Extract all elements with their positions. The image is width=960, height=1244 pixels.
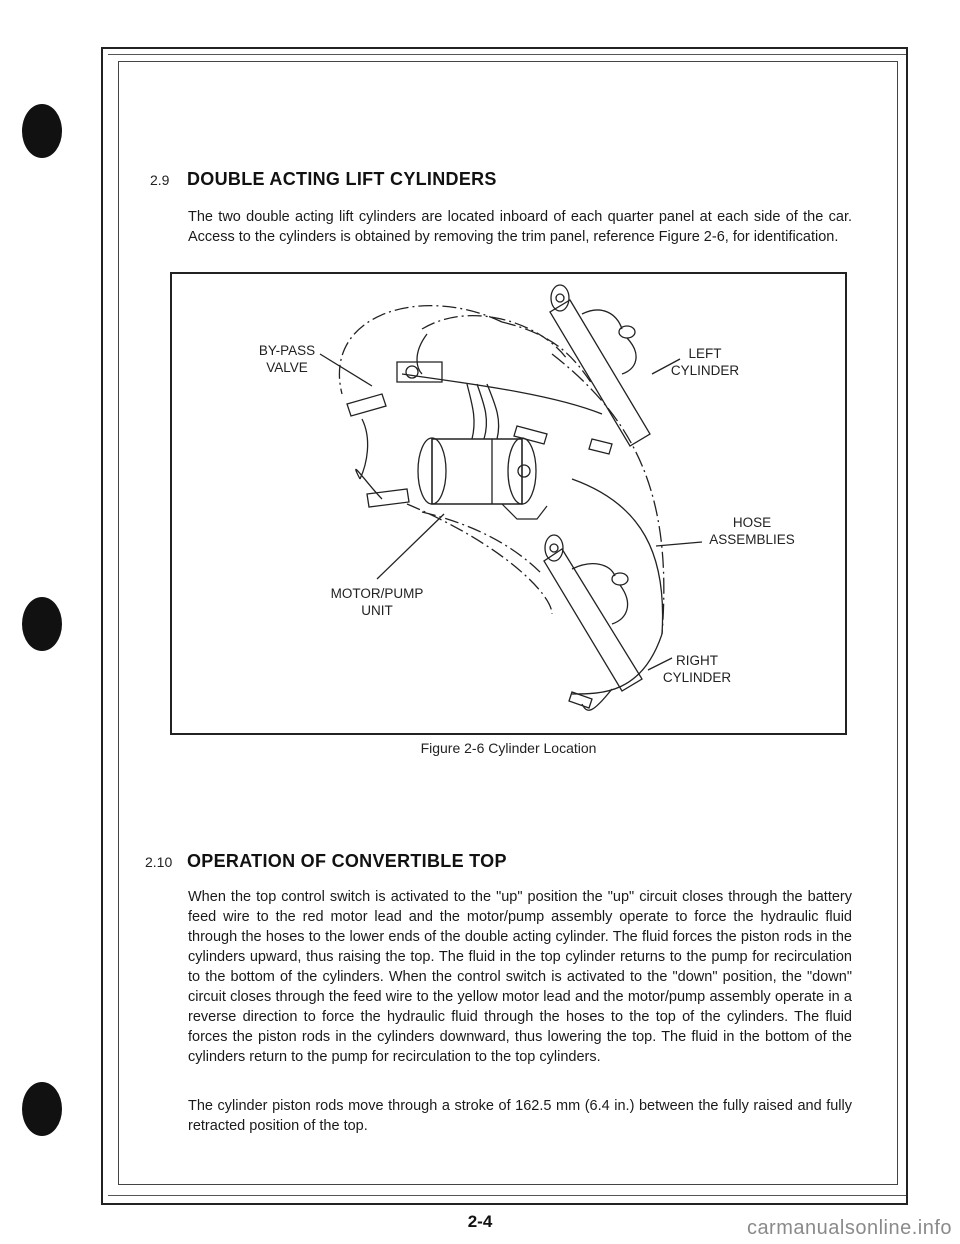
binder-hole (22, 1082, 62, 1136)
label-left-line2: CYLINDER (670, 363, 740, 378)
label-right-line2: CYLINDER (662, 670, 732, 685)
label-motor-pump-unit (312, 585, 442, 619)
label-bypass-valve (242, 342, 332, 376)
label-motor-line1: MOTOR/PUMP (330, 586, 424, 601)
section-body: When the top control switch is activated to the "up" position the "up" circuit closes through the battery feed wire to the red motor lead and the motor/pump assembly operate to force the hydraulic fluid through the hoses to the lower ends of the double acting cylinder. The fluid forces the piston rods in the cylinders upward, thus raising the top. The fluid in the top cylinder returns to the pump for recirculation to the bottom of the cylinders. When the control switch is activated to the "down" position, the "down" circuit closes through the feed wire to the yellow motor lead and the motor/pump assembly operate in a reverse direction to force the hydraulic fluid through the hoses to the top of the cylinders. The fluid forces the piston rods in the cylinders downward, thus lowering the top. The fluid in the bottom of the cylinders return to the pump for recirculation to the top cylinders. (188, 889, 852, 1065)
section-title: OPERATION OF CONVERTIBLE TOP (187, 851, 507, 871)
label-hose-line1: HOSE (732, 515, 772, 530)
section-body: The cylinder piston rods move through a stroke of 162.5 mm (6.4 in.) between the fully raised and fully retracted position of the top. (188, 1098, 852, 1134)
section-number: 2.10 (145, 854, 173, 870)
label-motor-line2: UNIT (361, 603, 393, 618)
figure-caption: Figure 2-6 Cylinder Location (420, 740, 597, 756)
section-number: 2.9 (150, 172, 170, 188)
label-hose-line2: ASSEMBLIES (709, 532, 795, 547)
label-right-line1: RIGHT (676, 653, 718, 668)
figure-cylinder-location (170, 272, 847, 735)
label-left-cylinder (660, 345, 750, 379)
frame-rule-top (108, 54, 906, 55)
page-number: 2-4 (467, 1212, 493, 1231)
frame-rule-bottom (108, 1195, 906, 1196)
binder-hole (22, 104, 62, 158)
label-hose-assemblies (697, 514, 807, 548)
label-bypass-line1: BY-PASS (258, 343, 316, 358)
label-right-cylinder (647, 652, 747, 686)
section-body: The two double acting lift cylinders are located inboard of each quarter panel at each side of the car. Access to the cylinders is obtained by removing the trim panel, reference Figure 2-6, for identification. (188, 209, 852, 245)
section-title: DOUBLE ACTING LIFT CYLINDERS (187, 169, 497, 189)
label-left-line1: LEFT (688, 346, 722, 361)
binder-hole (22, 597, 62, 651)
label-bypass-line2: VALVE (266, 360, 308, 375)
watermark-text: carmanualsonline.info (746, 1217, 952, 1239)
